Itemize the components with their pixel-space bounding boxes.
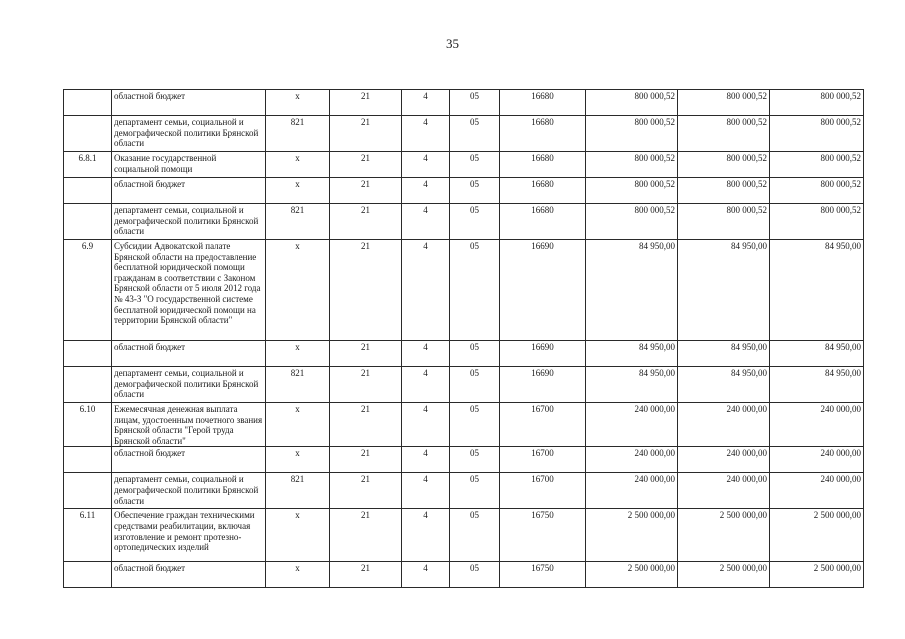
program-code-cell: 21 bbox=[330, 240, 402, 341]
amount-year3-cell: 2 500 000,00 bbox=[770, 509, 864, 562]
program-code-cell: 21 bbox=[330, 90, 402, 116]
direction-code-cell: 16680 bbox=[500, 152, 586, 178]
subprogram-code-cell: 4 bbox=[402, 240, 450, 341]
activity-code-cell: 05 bbox=[450, 562, 500, 588]
amount-year2-cell: 240 000,00 bbox=[678, 403, 770, 447]
table-row bbox=[64, 240, 864, 341]
program-code-cell: 21 bbox=[330, 367, 402, 403]
activity-code-cell: 05 bbox=[450, 473, 500, 509]
admin-code-cell: 821 bbox=[266, 367, 330, 403]
amount-year1-cell: 800 000,52 bbox=[586, 178, 678, 204]
activity-code-cell: 05 bbox=[450, 509, 500, 562]
amount-year2-cell: 800 000,52 bbox=[678, 178, 770, 204]
row-number-cell: 6.9 bbox=[64, 240, 112, 341]
subprogram-code-cell: 4 bbox=[402, 116, 450, 152]
activity-code-cell: 05 bbox=[450, 116, 500, 152]
amount-year1-cell: 240 000,00 bbox=[586, 473, 678, 509]
table-body bbox=[64, 90, 864, 588]
row-number-cell bbox=[64, 90, 112, 116]
program-code-cell: 21 bbox=[330, 204, 402, 240]
subprogram-code-cell: 4 bbox=[402, 178, 450, 204]
subprogram-code-cell: 4 bbox=[402, 562, 450, 588]
direction-code-cell: 16680 bbox=[500, 116, 586, 152]
activity-code-cell: 05 bbox=[450, 367, 500, 403]
table-row bbox=[64, 509, 864, 562]
row-name-cell: департамент семьи, социальной и демографической политики Брянской области bbox=[112, 473, 266, 509]
table-row bbox=[64, 341, 864, 367]
table-row bbox=[64, 204, 864, 240]
amount-year2-cell: 240 000,00 bbox=[678, 447, 770, 473]
amount-year2-cell: 800 000,52 bbox=[678, 204, 770, 240]
program-code-cell: 21 bbox=[330, 152, 402, 178]
program-code-cell: 21 bbox=[330, 178, 402, 204]
direction-code-cell: 16680 bbox=[500, 204, 586, 240]
admin-code-cell: х bbox=[266, 240, 330, 341]
table-row bbox=[64, 403, 864, 447]
activity-code-cell: 05 bbox=[450, 240, 500, 341]
row-name-cell: областной бюджет bbox=[112, 341, 266, 367]
row-number-cell: 6.8.1 bbox=[64, 152, 112, 178]
subprogram-code-cell: 4 bbox=[402, 367, 450, 403]
amount-year3-cell: 240 000,00 bbox=[770, 473, 864, 509]
row-number-cell bbox=[64, 204, 112, 240]
amount-year2-cell: 800 000,52 bbox=[678, 116, 770, 152]
amount-year3-cell: 240 000,00 bbox=[770, 403, 864, 447]
amount-year2-cell: 84 950,00 bbox=[678, 240, 770, 341]
program-code-cell: 21 bbox=[330, 509, 402, 562]
subprogram-code-cell: 4 bbox=[402, 341, 450, 367]
admin-code-cell: х bbox=[266, 152, 330, 178]
activity-code-cell: 05 bbox=[450, 90, 500, 116]
row-name-cell: Ежемесячная денежная выплата лицам, удостоенным почетного звания Брянской области "Герой труда Брянской области" bbox=[112, 403, 266, 447]
row-number-cell bbox=[64, 447, 112, 473]
table-row bbox=[64, 152, 864, 178]
row-number-cell: 6.11 bbox=[64, 509, 112, 562]
subprogram-code-cell: 4 bbox=[402, 90, 450, 116]
table-row bbox=[64, 178, 864, 204]
activity-code-cell: 05 bbox=[450, 204, 500, 240]
direction-code-cell: 16680 bbox=[500, 90, 586, 116]
table-row bbox=[64, 562, 864, 588]
amount-year1-cell: 800 000,52 bbox=[586, 152, 678, 178]
amount-year1-cell: 800 000,52 bbox=[586, 116, 678, 152]
row-name-cell: департамент семьи, социальной и демографической политики Брянской области bbox=[112, 116, 266, 152]
amount-year2-cell: 84 950,00 bbox=[678, 341, 770, 367]
direction-code-cell: 16680 bbox=[500, 178, 586, 204]
amount-year2-cell: 84 950,00 bbox=[678, 367, 770, 403]
row-number-cell bbox=[64, 116, 112, 152]
amount-year2-cell: 2 500 000,00 bbox=[678, 562, 770, 588]
direction-code-cell: 16700 bbox=[500, 403, 586, 447]
table-row bbox=[64, 116, 864, 152]
amount-year1-cell: 240 000,00 bbox=[586, 447, 678, 473]
table-row bbox=[64, 367, 864, 403]
row-name-cell: областной бюджет bbox=[112, 447, 266, 473]
row-name-cell: департамент семьи, социальной и демографической политики Брянской области bbox=[112, 204, 266, 240]
row-number-cell bbox=[64, 562, 112, 588]
admin-code-cell: х bbox=[266, 403, 330, 447]
table-row bbox=[64, 90, 864, 116]
admin-code-cell: х bbox=[266, 509, 330, 562]
amount-year3-cell: 800 000,52 bbox=[770, 152, 864, 178]
table-row bbox=[64, 447, 864, 473]
amount-year2-cell: 800 000,52 bbox=[678, 90, 770, 116]
admin-code-cell: 821 bbox=[266, 116, 330, 152]
direction-code-cell: 16690 bbox=[500, 341, 586, 367]
admin-code-cell: х bbox=[266, 562, 330, 588]
subprogram-code-cell: 4 bbox=[402, 473, 450, 509]
program-code-cell: 21 bbox=[330, 116, 402, 152]
amount-year2-cell: 800 000,52 bbox=[678, 152, 770, 178]
activity-code-cell: 05 bbox=[450, 152, 500, 178]
amount-year3-cell: 800 000,52 bbox=[770, 116, 864, 152]
amount-year3-cell: 2 500 000,00 bbox=[770, 562, 864, 588]
subprogram-code-cell: 4 bbox=[402, 152, 450, 178]
subprogram-code-cell: 4 bbox=[402, 509, 450, 562]
direction-code-cell: 16750 bbox=[500, 562, 586, 588]
admin-code-cell: 821 bbox=[266, 473, 330, 509]
amount-year1-cell: 800 000,52 bbox=[586, 90, 678, 116]
direction-code-cell: 16700 bbox=[500, 447, 586, 473]
admin-code-cell: х bbox=[266, 178, 330, 204]
amount-year1-cell: 2 500 000,00 bbox=[586, 509, 678, 562]
program-code-cell: 21 bbox=[330, 403, 402, 447]
amount-year1-cell: 84 950,00 bbox=[586, 240, 678, 341]
admin-code-cell: х bbox=[266, 341, 330, 367]
row-name-cell: Обеспечение граждан техническими средствами реабилитации, включая изготовление и ремонт протезно-ортопедических изделий bbox=[112, 509, 266, 562]
admin-code-cell: 821 bbox=[266, 204, 330, 240]
program-code-cell: 21 bbox=[330, 562, 402, 588]
amount-year3-cell: 800 000,52 bbox=[770, 178, 864, 204]
row-name-cell: департамент семьи, социальной и демографической политики Брянской области bbox=[112, 367, 266, 403]
table-row bbox=[64, 473, 864, 509]
amount-year3-cell: 800 000,52 bbox=[770, 90, 864, 116]
row-name-cell: Субсидии Адвокатской палате Брянской области на предоставление бесплатной юридической помощи гражданам в соответствии с Законом Брянской области от 5 июля 2012 года № 43-З "О государственной системе бесплатной юридической помощи на территории Брянской области" bbox=[112, 240, 266, 341]
row-number-cell bbox=[64, 367, 112, 403]
amount-year1-cell: 84 950,00 bbox=[586, 341, 678, 367]
subprogram-code-cell: 4 bbox=[402, 447, 450, 473]
direction-code-cell: 16700 bbox=[500, 473, 586, 509]
amount-year3-cell: 84 950,00 bbox=[770, 367, 864, 403]
activity-code-cell: 05 bbox=[450, 341, 500, 367]
budget-table bbox=[63, 89, 864, 588]
row-number-cell bbox=[64, 178, 112, 204]
amount-year1-cell: 240 000,00 bbox=[586, 403, 678, 447]
amount-year2-cell: 240 000,00 bbox=[678, 473, 770, 509]
activity-code-cell: 05 bbox=[450, 447, 500, 473]
row-name-cell: областной бюджет bbox=[112, 178, 266, 204]
admin-code-cell: х bbox=[266, 90, 330, 116]
subprogram-code-cell: 4 bbox=[402, 204, 450, 240]
page-number: 35 bbox=[446, 36, 459, 51]
amount-year2-cell: 2 500 000,00 bbox=[678, 509, 770, 562]
row-name-cell: областной бюджет bbox=[112, 90, 266, 116]
program-code-cell: 21 bbox=[330, 341, 402, 367]
amount-year1-cell: 2 500 000,00 bbox=[586, 562, 678, 588]
row-number-cell bbox=[64, 473, 112, 509]
admin-code-cell: х bbox=[266, 447, 330, 473]
activity-code-cell: 05 bbox=[450, 403, 500, 447]
program-code-cell: 21 bbox=[330, 447, 402, 473]
row-number-cell: 6.10 bbox=[64, 403, 112, 447]
amount-year3-cell: 84 950,00 bbox=[770, 341, 864, 367]
direction-code-cell: 16750 bbox=[500, 509, 586, 562]
activity-code-cell: 05 bbox=[450, 178, 500, 204]
row-name-cell: Оказание государственной социальной помощи bbox=[112, 152, 266, 178]
direction-code-cell: 16690 bbox=[500, 367, 586, 403]
row-name-cell: областной бюджет bbox=[112, 562, 266, 588]
row-number-cell bbox=[64, 341, 112, 367]
subprogram-code-cell: 4 bbox=[402, 403, 450, 447]
direction-code-cell: 16690 bbox=[500, 240, 586, 341]
amount-year1-cell: 800 000,52 bbox=[586, 204, 678, 240]
amount-year1-cell: 84 950,00 bbox=[586, 367, 678, 403]
amount-year3-cell: 84 950,00 bbox=[770, 240, 864, 341]
program-code-cell: 21 bbox=[330, 473, 402, 509]
amount-year3-cell: 800 000,52 bbox=[770, 204, 864, 240]
amount-year3-cell: 240 000,00 bbox=[770, 447, 864, 473]
